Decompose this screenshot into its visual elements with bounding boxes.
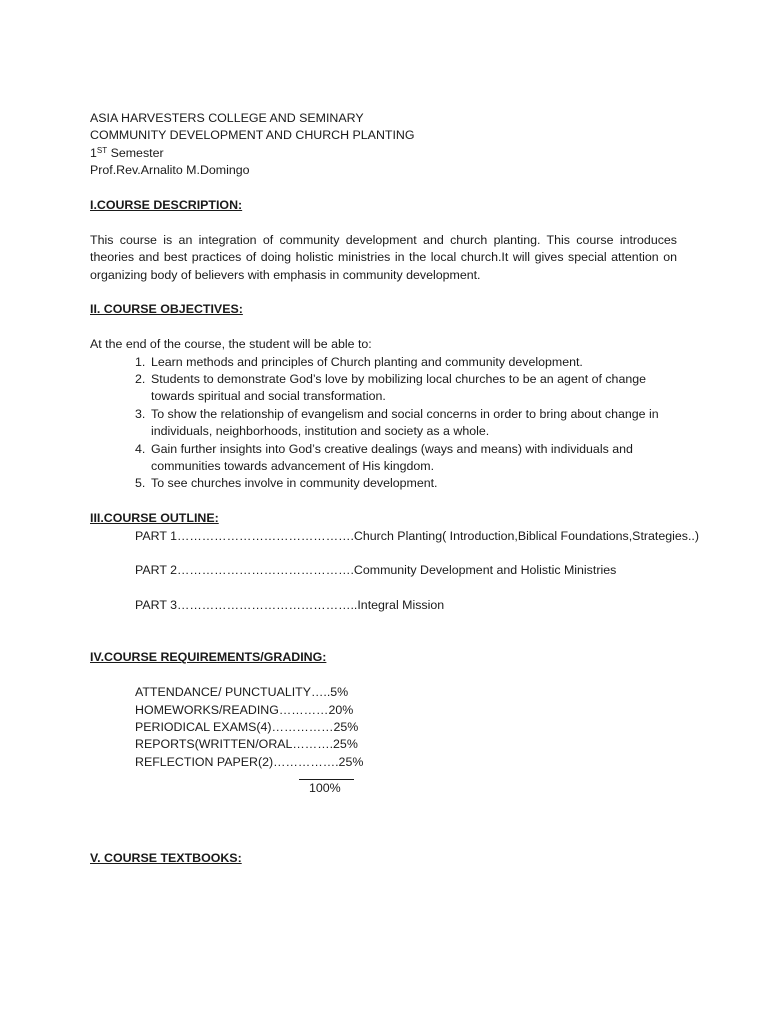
course-description-text: This course is an integration of community development and church planting. This course introduces theories and best practices of doing holistic ministries in the local church.It will gives special attention on organizing body of believers with emphasis in community development. (90, 232, 677, 282)
objectives-list (90, 354, 677, 493)
grading-row: REFLECTION PAPER(2)…………….25% (135, 754, 364, 769)
list-item-number: 1. (135, 354, 146, 369)
syllabus-page (90, 110, 699, 867)
list-item (90, 371, 677, 406)
grading-row: ATTENDANCE/ PUNCTUALITY…..5% (135, 685, 349, 700)
course-grading-heading: IV.COURSE REQUIREMENTS/GRADING: (90, 650, 327, 665)
grading-row: PERIODICAL EXAMS(4)……………25% (135, 720, 359, 735)
list-item (90, 441, 677, 476)
semester-word: Semester (107, 145, 164, 160)
semester (90, 145, 677, 162)
semester-superscript: ST (96, 145, 108, 155)
course-name: COMMUNITY DEVELOPMENT AND CHURCH PLANTING (90, 128, 415, 143)
outline-part-1: PART 1…………………………………….Church Planting( Introduction,Biblical Foundations,Strategies..) (135, 528, 699, 543)
institution-name: ASIA HARVESTERS COLLEGE AND SEMINARY (90, 111, 364, 125)
list-item-text: Students to demonstrate God’s love by mobilizing local churches to be an agent of change towards spiritual and social transformation. (151, 372, 647, 404)
grading-total: 100% (309, 781, 341, 796)
outline-part-3: PART 3……………………………………..Integral Mission (135, 598, 445, 613)
list-item-number: 5. (135, 476, 146, 491)
list-item-text: Gain further insights into God’s creative dealings (ways and means) with individuals and communities towards advancement of His kingdom. (151, 441, 633, 474)
course-description-heading: I.COURSE DESCRIPTION: (90, 198, 243, 213)
course-textbooks-heading: V. COURSE TEXTBOOKS: (90, 850, 242, 865)
list-item-number: 2. (135, 372, 146, 387)
list-item-number: 4. (135, 441, 146, 456)
list-item-text: To see churches involve in community development. (151, 476, 438, 491)
objectives-intro: At the end of the course, the student will be able to: (90, 337, 372, 352)
list-item-text: Learn methods and principles of Church planting and community development. (151, 354, 583, 369)
outline-part-2: PART 2…………………………………….Community Development and Holistic Ministries (135, 563, 617, 578)
list-item-number: 3. (135, 406, 146, 421)
grading-row: REPORTS(WRITTEN/ORAL……….25% (135, 737, 358, 752)
professor-name: Prof.Rev.Arnalito M.Domingo (90, 163, 250, 178)
list-item (90, 354, 677, 371)
grading-row: HOMEWORKS/READING…………20% (135, 702, 354, 717)
list-item (90, 475, 677, 492)
semester-number: 1 (90, 145, 97, 160)
course-objectives-heading: II. COURSE OBJECTIVES: (90, 302, 243, 317)
course-outline-heading: III.COURSE OUTLINE: (90, 511, 219, 526)
list-item (90, 406, 677, 441)
list-item-text: To show the relationship of evangelism and social concerns in order to bring about change in individuals, neighborhoods, institution and society as a whole. (151, 406, 659, 439)
